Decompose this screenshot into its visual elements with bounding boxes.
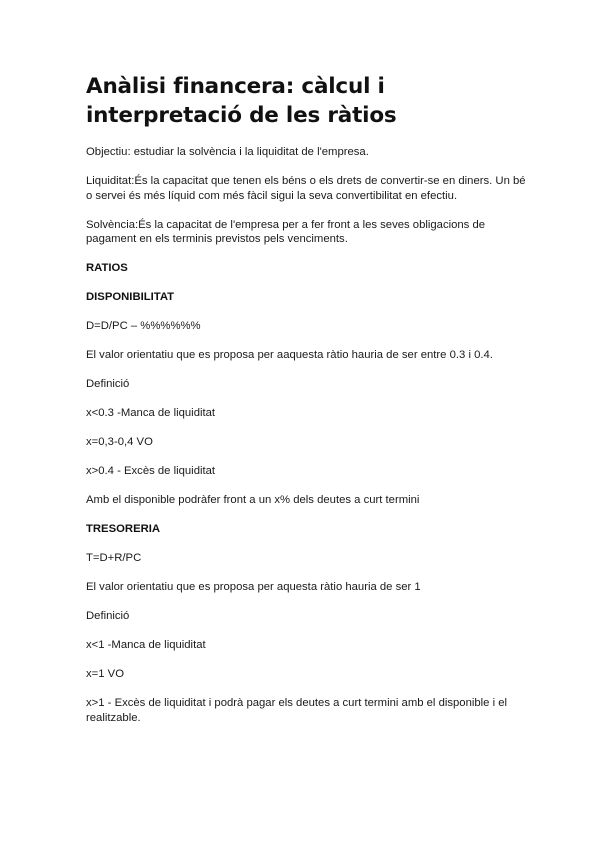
disponibilitat-case-mid: x=0,3-0,4 VO — [86, 436, 153, 448]
disponibilitat-formula: D=D/PC – %%%%%% — [86, 320, 201, 332]
tresoreria-case-low: x<1 -Manca de liquiditat — [86, 639, 206, 651]
tresoreria-formula: T=D+R/PC — [86, 552, 142, 564]
disponibilitat-conclusion: Amb el disponible podràfer front a un x% dels deutes a curt termini — [86, 494, 420, 506]
tresoreria-case-high: x>1 - Excès de liquiditat i podrà pagar els deutes a curt termini amb el disponible i el realitzable. — [86, 697, 508, 724]
disponibilitat-definicio-label: Definició — [86, 378, 130, 390]
disponibilitat-case-high: x>0.4 - Excès de liquiditat — [86, 465, 216, 477]
objective-paragraph: Objectiu: estudiar la solvència i la liquiditat de l'empresa. — [86, 146, 369, 158]
tresoreria-case-mid: x=1 VO — [86, 668, 124, 680]
tresoreria-definicio-label: Definició — [86, 610, 130, 622]
document-page — [86, 72, 526, 740]
disponibilitat-heading: DISPONIBILITAT — [86, 291, 175, 303]
document-title: Anàlisi financera: càlcul i interpretació de les ràtios — [86, 74, 397, 128]
solvency-definition: Solvència:És la capacitat de l'empresa per a fer front a les seves obligacions de pagament en els terminis previstos pels venciments. — [86, 218, 486, 245]
disponibilitat-case-low: x<0.3 -Manca de liquiditat — [86, 407, 216, 419]
tresoreria-heading: TRESORERIA — [86, 523, 161, 535]
ratios-heading: RATIOS — [86, 262, 128, 274]
liquidity-definition: Liquiditat:És la capacitat que tenen els béns o els drets de convertir-se en diners. Un bé o servei és més líquid com més fàcil sigui la seva convertibilitat en efectiu. — [86, 175, 526, 202]
disponibilitat-orientative: El valor orientatiu que es proposa per aaquesta ràtio hauria de ser entre 0.3 i 0.4. — [86, 349, 493, 361]
tresoreria-orientative: El valor orientatiu que es proposa per aquesta ràtio hauria de ser 1 — [86, 581, 421, 593]
